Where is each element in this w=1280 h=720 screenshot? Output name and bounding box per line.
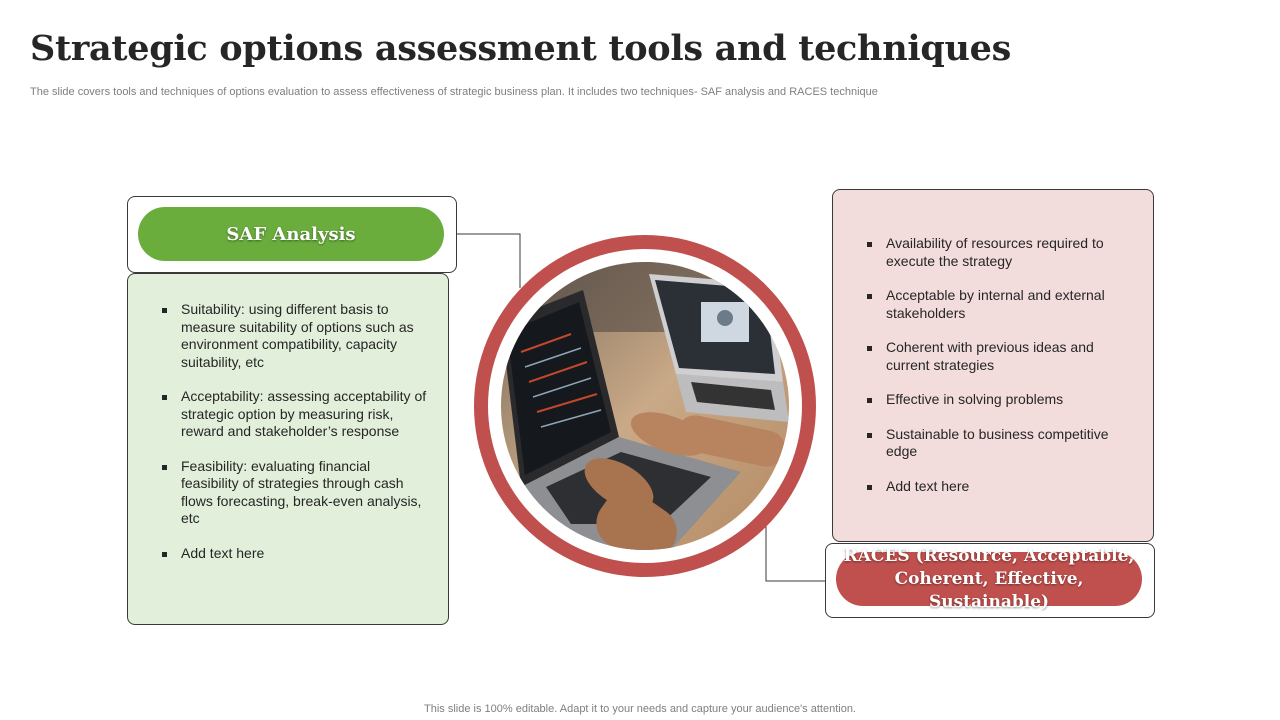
races-label [836,545,1142,612]
saf-analysis-label-text: SAF Analysis [226,223,356,245]
races-label-line2: Coherent, Effective, Sustainable) [894,568,1084,612]
saf-analysis-label [138,207,444,261]
saf-bullet-suitability: Suitability: using different basis to measure suitability of options such as environment compatibility, capacity suitability, etc [161,301,428,371]
races-bullet-acceptable: Acceptable by internal and external stakeholders [866,287,1133,322]
saf-bullet-add-text: Add text here [161,545,428,563]
laptop-photo-icon [501,262,789,550]
races-label-line1: RACES (Resource, Acceptable, [843,545,1135,566]
laptop-photo-illustration [501,262,789,550]
races-bullet-add-text: Add text here [866,478,1133,496]
races-connector [766,525,825,581]
races-bullet-coherent: Coherent with previous ideas and current strategies [866,339,1133,374]
slide-title: Strategic options assessment tools and techniques [30,28,1012,69]
saf-connector [455,234,520,288]
saf-bullet-list [161,301,428,562]
saf-analysis-card [127,273,449,625]
races-bullet-list [866,235,1133,495]
races-bullet-sustainable: Sustainable to business competitive edge [866,426,1133,461]
saf-bullet-acceptability: Acceptability: assessing acceptability of strategic option by measuring risk, reward and stakeholder’s response [161,388,428,441]
races-bullet-availability: Availability of resources required to execute the strategy [866,235,1133,270]
races-card [832,189,1154,542]
slide-subtitle: The slide covers tools and techniques of options evaluation to assess effectiveness of strategic business plan. It includes two techniques- SAF analysis and RACES technique [30,86,878,98]
saf-bullet-feasibility: Feasibility: evaluating financial feasibility of strategies through cash flows forecasting, break-even analysis, etc [161,458,428,528]
races-bullet-effective: Effective in solving problems [866,391,1133,409]
slide-footer: This slide is 100% editable. Adapt it to your needs and capture your audience's attention. [424,703,856,715]
